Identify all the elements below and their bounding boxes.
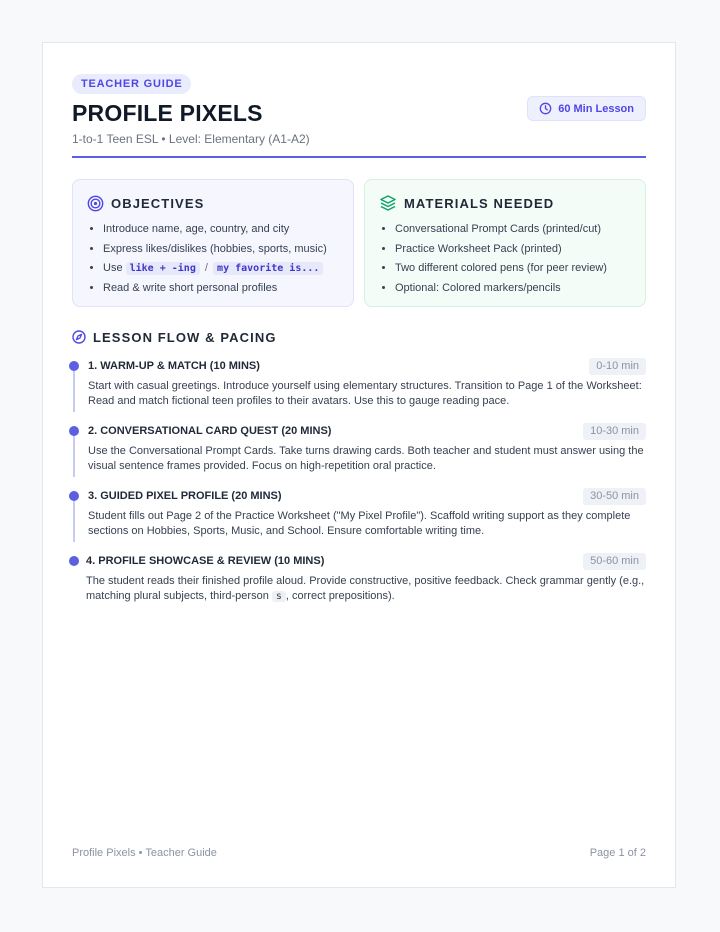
page-subtitle: 1-to-1 Teen ESL • Level: Elementary (A1-A2) (72, 132, 310, 146)
step-description: Use the Conversational Prompt Cards. Take turns drawing cards. Both teacher and student must answer using the visual sentence frames provided. Focus on high-repetition oral practice. (88, 445, 644, 472)
objectives-card (72, 179, 354, 307)
lesson-duration-label: 60 Min Lesson (558, 102, 634, 115)
step-desc-text-end: , correct prepositions). (285, 589, 395, 602)
guide-page (42, 42, 676, 888)
lesson-duration-badge (527, 96, 646, 121)
objective-item: • Express likes/dislikes (hobbies, sports, music) (103, 240, 339, 260)
timeline-dot (69, 556, 79, 566)
materials-title: MATERIALS NEEDED (404, 195, 555, 211)
footer-page-number: Page 1 of 2 (589, 847, 646, 859)
objective-item: • Read & write short personal profiles (103, 279, 339, 299)
step-time-badge: 30-50 min (583, 488, 646, 505)
material-item: • Practice Worksheet Pack (printed) (395, 240, 631, 260)
objectives-title: OBJECTIVES (111, 195, 205, 211)
step-title: 3. GUIDED PIXEL PROFILE (20 MINS) (88, 490, 282, 502)
my-favorite-code: my favorite is... (213, 262, 323, 275)
like-ing-code: like + -ing (126, 262, 200, 275)
timeline-dot (69, 426, 79, 436)
timeline-rail (73, 431, 75, 477)
timeline-dot (69, 361, 79, 371)
page-title: PROFILE PIXELS (72, 100, 263, 126)
step-title: 2. CONVERSATIONAL CARD QUEST (20 MINS) (88, 425, 332, 437)
compass-icon (72, 330, 86, 344)
code-separator: / (204, 262, 208, 274)
material-item: • Optional: Colored markers/pencils (395, 279, 631, 299)
objectives-list (87, 220, 339, 298)
step-time-badge: 10-30 min (583, 423, 646, 440)
step-desc-text: The student reads their finished profile aloud. Provide constructive, positive feedback. Check grammar gently (e.g., matching plural subjects, third-person (86, 575, 645, 602)
step-title: 4. PROFILE SHOWCASE & REVIEW (10 MINS) (86, 555, 325, 567)
step-title: 1. WARM-UP & MATCH (10 MINS) (88, 360, 260, 372)
target-icon (87, 195, 104, 212)
materials-list (379, 220, 631, 298)
material-item: • Two different colored pens (for peer review) (395, 259, 631, 279)
layers-icon (379, 194, 397, 212)
step-description (86, 574, 646, 604)
materials-card (364, 179, 646, 307)
teacher-guide-badge: TEACHER GUIDE (72, 74, 191, 94)
material-item: • Conversational Prompt Cards (printed/cut) (395, 220, 631, 240)
timeline-rail (73, 496, 75, 542)
use-prefix: Use (103, 262, 123, 274)
timeline-dot (69, 491, 79, 501)
objective-item: • Introduce name, age, country, and city (103, 220, 339, 240)
lesson-flow-header (72, 328, 277, 346)
objective-item-use (103, 259, 339, 279)
step-description: Student fills out Page 2 of the Practice Worksheet ("My Pixel Profile"). Scaffold writing support as they complete sections on Hobbies, Sports, Music, and School. Ensure comfortable writing time. (88, 510, 631, 537)
lesson-flow-title: LESSON FLOW & PACING (93, 329, 277, 345)
header-divider (72, 156, 646, 158)
clock-icon (539, 102, 552, 115)
step-time-badge: 0-10 min (589, 358, 646, 375)
step-description: Start with casual greetings. Introduce yourself using elementary structures. Transition to Page 1 of the Worksheet: Read and match fictional teen profiles to their avatars. Use this to gauge reading pace. (88, 380, 642, 407)
footer-doc-name: Profile Pixels • Teacher Guide (72, 847, 217, 859)
step-time-badge: 50-60 min (583, 553, 646, 570)
timeline-rail (73, 366, 75, 412)
third-person-s-code: s (272, 591, 286, 602)
